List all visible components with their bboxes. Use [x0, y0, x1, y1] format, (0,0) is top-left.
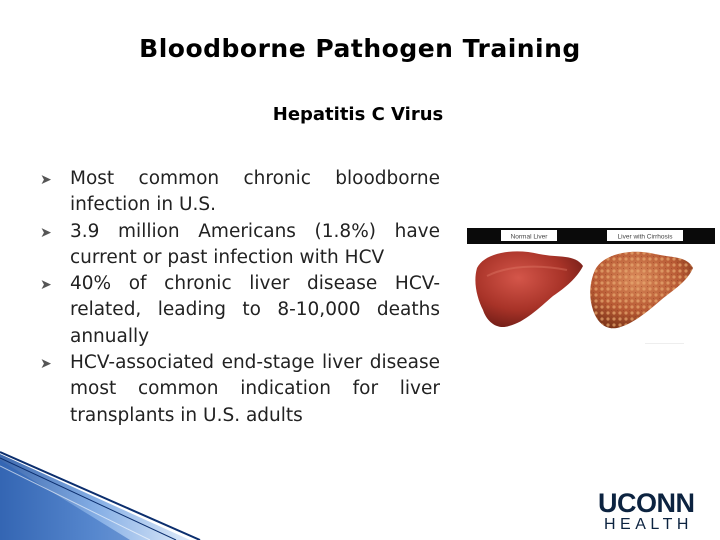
bullet-item	[40, 166, 440, 219]
liver-comparison-figure	[467, 226, 715, 348]
bullet-text: HCV-associated end-stage liver disease most common indication for liver transplants in U.S. adults	[70, 352, 440, 426]
bullet-item	[40, 350, 440, 429]
uconn-health-logo	[598, 490, 718, 534]
arrow-bullet-icon: ➤	[40, 277, 52, 294]
cirrhosis-nodules	[590, 252, 693, 329]
arrow-bullet-icon: ➤	[40, 224, 52, 241]
arrow-bullet-icon: ➤	[40, 356, 52, 373]
bullet-list	[40, 166, 440, 429]
bullet-text: 3.9 million Americans (1.8%) have current or past infection with HCV	[70, 220, 440, 268]
svg-text:—————————————: —————————————	[645, 341, 684, 345]
logo-health-text: HEALTH	[604, 516, 693, 533]
bullet-item	[40, 219, 440, 272]
normal-liver-shape	[475, 251, 583, 327]
liver-illustration	[467, 226, 715, 348]
cirrhosis-liver-label: Liver with Cirrhosis	[617, 233, 673, 241]
slide-title: Bloodborne Pathogen Training	[139, 34, 581, 63]
logo-uconn-text: UCONN	[598, 488, 695, 518]
bullet-text: 40% of chronic liver disease HCV-related, leading to 8-10,000 deaths annually	[70, 273, 440, 347]
normal-liver-label: Normal Liver	[510, 233, 548, 241]
arrow-bullet-icon: ➤	[40, 172, 52, 188]
bullet-item	[40, 271, 440, 350]
slide-subtitle: Hepatitis C Virus	[272, 104, 444, 125]
bullet-text: Most common chronic bloodborne infection in U.S.	[70, 168, 440, 216]
